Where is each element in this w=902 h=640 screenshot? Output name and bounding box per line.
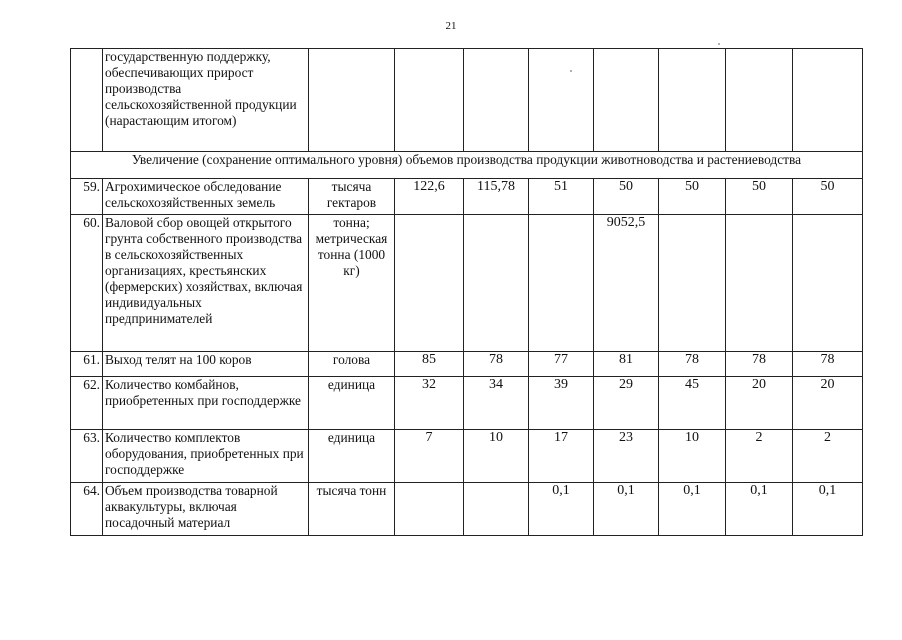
- table-row: [71, 215, 863, 352]
- row-number: 59.: [71, 179, 103, 215]
- value-cell: 0,1: [726, 483, 793, 536]
- value-cell: [659, 215, 726, 352]
- indicator-name: Выход телят на 100 коров: [103, 352, 309, 377]
- value-cell: 81: [594, 352, 659, 377]
- value-cell: 2: [793, 430, 863, 483]
- value-cell: 122,6: [395, 179, 464, 215]
- table-row: [71, 179, 863, 215]
- value-cell: 78: [659, 352, 726, 377]
- value-cell: 78: [464, 352, 529, 377]
- value-cell: 7: [395, 430, 464, 483]
- value-cell: 50: [793, 179, 863, 215]
- value-cell: 39: [529, 377, 594, 430]
- section-heading: Увеличение (сохранение оптимального уровня) объемов производства продукции животноводства и растениеводства: [71, 152, 863, 179]
- unit-cell: тысяча тонн: [309, 483, 395, 536]
- unit-cell: голова: [309, 352, 395, 377]
- continuation-name: государственную поддержку, обеспечивающих прирост производства сельскохозяйственной продукции (нарастающим итогом): [103, 49, 309, 152]
- table-row: [71, 377, 863, 430]
- value-cell: 29: [594, 377, 659, 430]
- value-cell: 20: [793, 377, 863, 430]
- value-cell: [529, 215, 594, 352]
- row-number: 60.: [71, 215, 103, 352]
- value-cell: [464, 483, 529, 536]
- table-row: [71, 352, 863, 377]
- value-cell: 78: [726, 352, 793, 377]
- page-number: 21: [445, 20, 457, 32]
- scan-speck: [718, 43, 720, 45]
- value-cell: 85: [395, 352, 464, 377]
- unit-cell: единица: [309, 377, 395, 430]
- value-cell: 17: [529, 430, 594, 483]
- value-cell: 78: [793, 352, 863, 377]
- indicator-name: Количество комбайнов, приобретенных при господдержке: [103, 377, 309, 430]
- value-cell: 34: [464, 377, 529, 430]
- value-cell: 10: [464, 430, 529, 483]
- table-row: [71, 430, 863, 483]
- value-cell: 23: [594, 430, 659, 483]
- value-cell: 51: [529, 179, 594, 215]
- value-cell: 77: [529, 352, 594, 377]
- value-cell: 0,1: [793, 483, 863, 536]
- value-cell: 0,1: [659, 483, 726, 536]
- unit-cell: тонна; метрическая тонна (1000 кг): [309, 215, 395, 352]
- row-number: 64.: [71, 483, 103, 536]
- value-cell: 50: [594, 179, 659, 215]
- value-cell: 20: [726, 377, 793, 430]
- value-cell: 50: [726, 179, 793, 215]
- unit-cell: тысяча гектаров: [309, 179, 395, 215]
- indicators-table: [70, 48, 863, 536]
- value-cell: 10: [659, 430, 726, 483]
- indicator-name: Агрохимическое обследование сельскохозяйственных земель: [103, 179, 309, 215]
- table-row: [71, 483, 863, 536]
- value-cell: 50: [659, 179, 726, 215]
- section-heading-row: [71, 152, 863, 179]
- value-cell: [395, 483, 464, 536]
- indicator-name: Количество комплектов оборудования, приобретенных при господдержке: [103, 430, 309, 483]
- value-cell: [793, 215, 863, 352]
- value-cell: 115,78: [464, 179, 529, 215]
- indicator-name: Валовой сбор овощей открытого грунта собственного производства в сельскохозяйственных организациях, крестьянских (фермерских) хозяйствах, включая индивидуальных предпринимателей: [103, 215, 309, 352]
- row-number: 62.: [71, 377, 103, 430]
- value-cell: 32: [395, 377, 464, 430]
- row-number: 63.: [71, 430, 103, 483]
- unit-cell: единица: [309, 430, 395, 483]
- value-cell: 0,1: [594, 483, 659, 536]
- row-number: 61.: [71, 352, 103, 377]
- value-cell: [726, 215, 793, 352]
- value-cell: 0,1: [529, 483, 594, 536]
- value-cell: 45: [659, 377, 726, 430]
- value-cell: [464, 215, 529, 352]
- indicator-name: Объем производства товарной аквакультуры, включая посадочный материал: [103, 483, 309, 536]
- continuation-row: [71, 49, 863, 152]
- value-cell: 9052,5: [594, 215, 659, 352]
- value-cell: [395, 215, 464, 352]
- value-cell: 2: [726, 430, 793, 483]
